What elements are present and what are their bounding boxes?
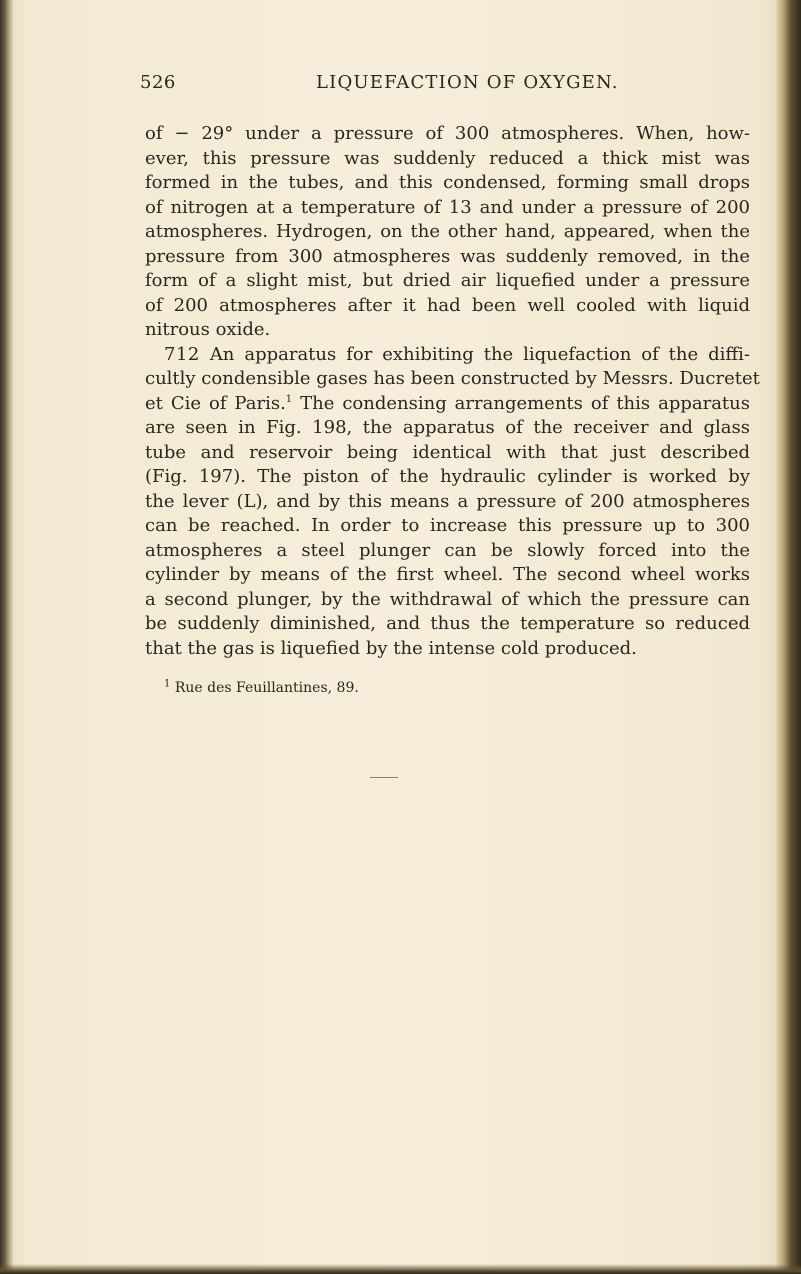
footnote-marker: 1 bbox=[164, 678, 171, 690]
text-line-with-footnote-ref bbox=[145, 392, 750, 417]
footnote-text: Rue des Feuillantines, 89. bbox=[174, 680, 359, 696]
text-line: the lever (L), and by this means a pressure of 200 atmospheres bbox=[145, 490, 750, 512]
text-fragment: The condensing arrangements of this apparatus bbox=[292, 392, 750, 414]
text-line: of 200 atmospheres after it had been well cooled with liquid bbox=[145, 294, 750, 316]
text-line: pressure from 300 atmospheres was suddenly removed, in the bbox=[145, 245, 750, 267]
page-number: 526 bbox=[140, 72, 176, 93]
body-text bbox=[145, 122, 760, 661]
text-line: ever, this pressure was suddenly reduced a thick mist was bbox=[145, 147, 750, 169]
footnote bbox=[164, 680, 359, 696]
text-line: atmospheres. Hydrogen, on the other hand, appeared, when the bbox=[145, 221, 750, 242]
text-line: atmospheres a steel plunger can be slowly forced into the bbox=[145, 539, 750, 561]
text-fragment: An apparatus for exhibiting the liquefaction of the diffi- bbox=[209, 343, 751, 365]
text-line: of nitrogen at a temperature of 13 and under a pressure of 200 bbox=[145, 196, 750, 218]
text-line: a second plunger, by the withdrawal of which the pressure can bbox=[145, 588, 750, 610]
page-bottom-shadow bbox=[0, 1264, 801, 1274]
text-fragment: et Cie of Paris. bbox=[145, 392, 286, 414]
paragraph-712-first-line bbox=[145, 343, 750, 368]
running-header bbox=[140, 72, 752, 98]
text-line: nitrous oxide. bbox=[145, 319, 271, 340]
text-line: that the gas is liquefied by the intense cold produced. bbox=[145, 637, 637, 659]
text-line: can be reached. In order to increase this pressure up to 300 bbox=[145, 515, 750, 536]
text-line: be suddenly diminished, and thus the temperature so reduced bbox=[145, 613, 750, 634]
text-line: cylinder by means of the first wheel. The second wheel works bbox=[145, 564, 750, 585]
page-left-shadow bbox=[0, 0, 14, 1274]
text-line: tube and reservoir being identical with that just described bbox=[145, 441, 750, 463]
text-line: are seen in Fig. 198, the apparatus of the receiver and glass bbox=[145, 417, 750, 438]
text-line: form of a slight mist, but dried air liquefied under a pressure bbox=[145, 270, 750, 291]
footnote-reference: 1 bbox=[285, 393, 293, 405]
running-title: LIQUEFACTION OF OXYGEN. bbox=[316, 72, 619, 93]
end-rule bbox=[370, 777, 398, 778]
paragraph-number: 712 bbox=[164, 343, 200, 365]
text-line: of − 29° under a pressure of 300 atmospheres. When, how- bbox=[145, 123, 750, 144]
text-line: cultly condensible gases has been constructed by Messrs. Ducretet bbox=[145, 368, 760, 389]
text-line: (Fig. 197). The piston of the hydraulic cylinder is worked by bbox=[145, 466, 750, 487]
text-line: formed in the tubes, and this condensed, forming small drops bbox=[145, 172, 750, 193]
page-right-shadow bbox=[775, 0, 801, 1274]
